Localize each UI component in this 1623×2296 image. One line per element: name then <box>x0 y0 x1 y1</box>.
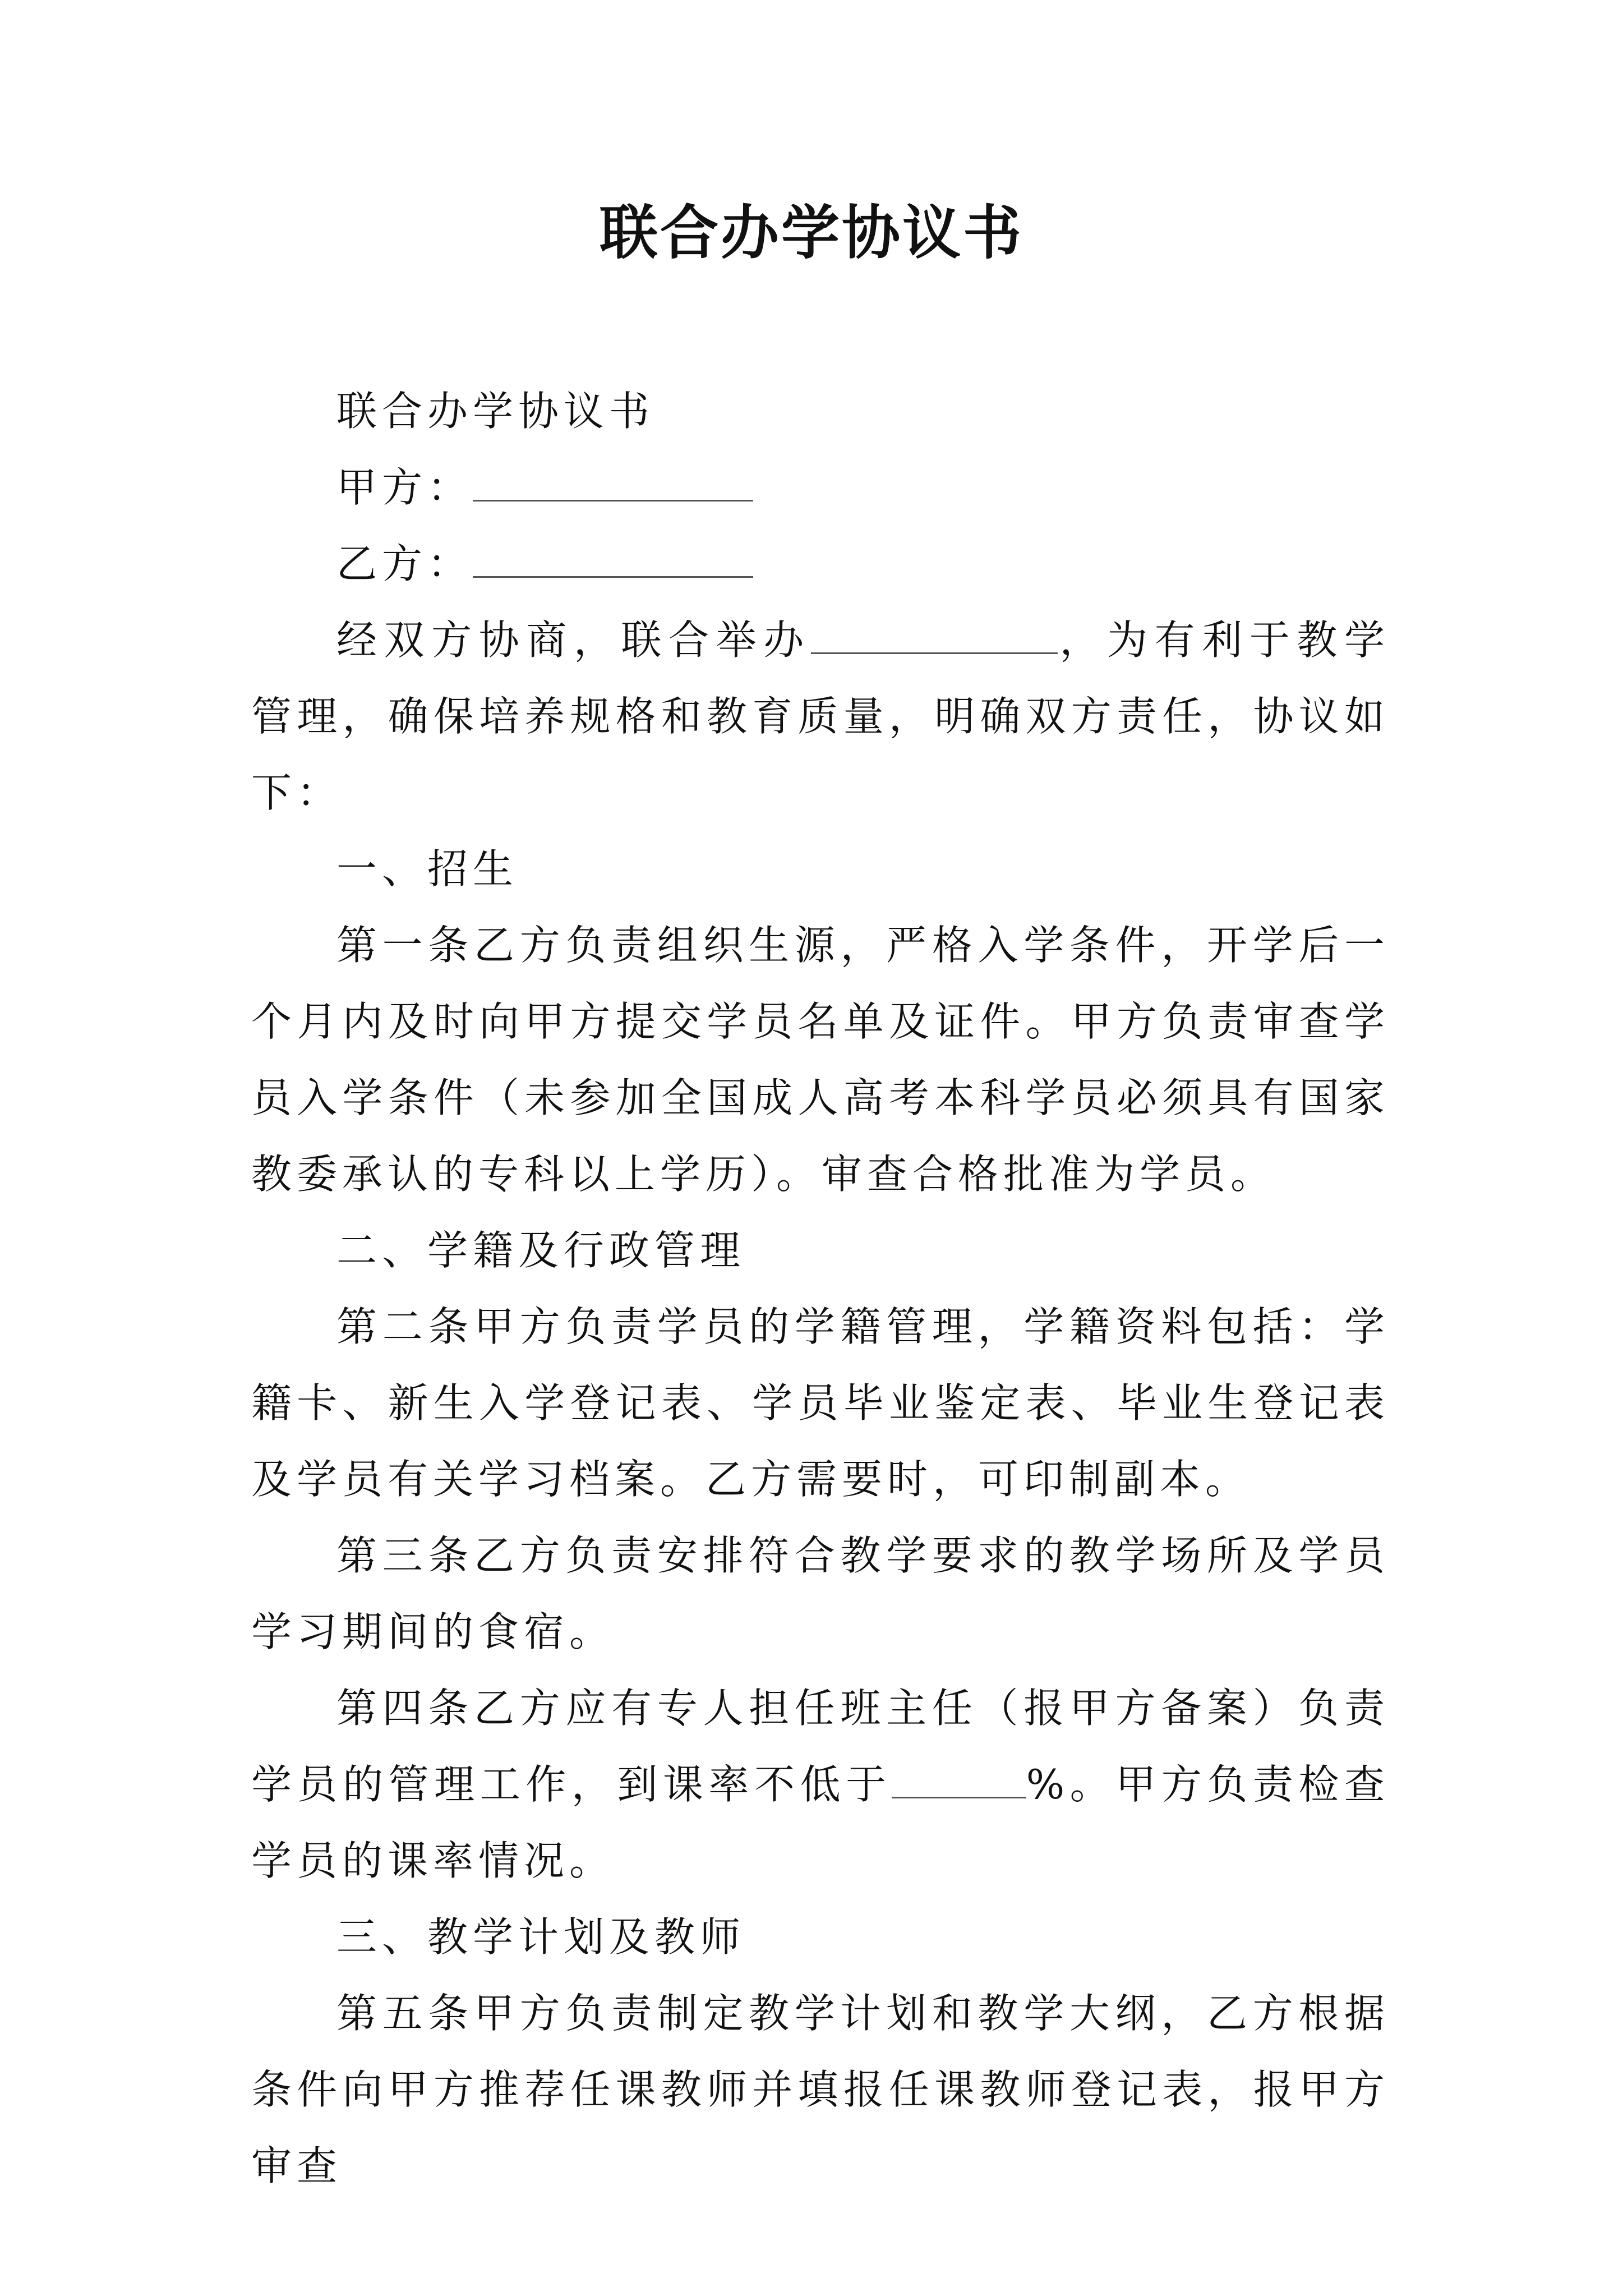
article-4 <box>251 1670 1390 1899</box>
party-b-label: 乙方： <box>336 540 473 587</box>
party-a-label: 甲方： <box>336 464 473 511</box>
intro-text-end: ，为有利于教学管理，确保培养规格和教育质量，明确双方责任，协议如下： <box>251 616 1390 816</box>
party-a-line <box>251 449 1390 526</box>
program-name-blank <box>811 613 1058 654</box>
party-a-blank <box>473 461 753 501</box>
intro-text-start: 经双方协商，联合举办 <box>336 616 811 664</box>
article-5: 第五条甲方负责制定教学计划和教学大纲，乙方根据条件向甲方推荐任课教师并填报任课教师登记表，报甲方审查 <box>251 1990 1390 2189</box>
party-b-line <box>251 526 1390 602</box>
section-heading-registration: 二、学籍及行政管理 <box>336 1227 746 1274</box>
intro-paragraph <box>251 602 1390 831</box>
document-subtitle: 联合办学协议书 <box>336 388 655 435</box>
attendance-rate-blank <box>892 1757 1026 1798</box>
article-2: 第二条甲方负责学员的学籍管理，学籍资料包括：学籍卡、新生入学登记表、学员毕业鉴定表、毕业生登记表及学员有关学习档案。乙方需要时，可印制副本。 <box>251 1303 1390 1503</box>
section-heading-enrollment: 一、招生 <box>336 845 519 892</box>
document-title: 联合办学协议书 <box>599 198 1023 267</box>
article-3: 第三条乙方负责安排符合教学要求的教学场所及学员学习期间的食宿。 <box>251 1532 1390 1655</box>
article-1: 第一条乙方负责组织生源，严格入学条件，开学后一个月内及时向甲方提交学员名单及证件。甲方负责审查学员入学条件（未参加全国成人高考本科学员必须具有国家教委承认的专科以上学历）。审查合格批准为学员。 <box>251 922 1390 1198</box>
article-4-text-end: %。甲方负责检查学员的课率情况。 <box>251 1761 1390 1884</box>
article-4-text-start: 第四条乙方应有专人担任班主任（报甲方备案）负责学员的管理工作，到课率不低于 <box>251 1685 1390 1808</box>
party-b-blank <box>473 537 753 578</box>
section-heading-teaching-plan: 三、教学计划及教师 <box>336 1913 746 1961</box>
document-body <box>251 373 1390 2204</box>
